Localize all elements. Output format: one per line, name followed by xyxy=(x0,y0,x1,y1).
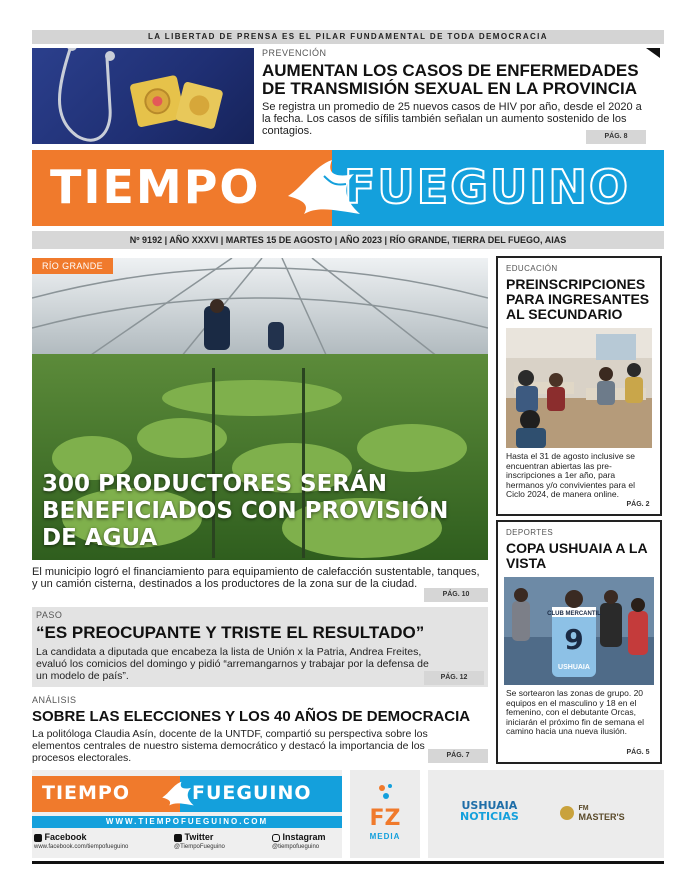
masthead xyxy=(32,150,664,226)
sports-story[interactable] xyxy=(496,520,662,764)
corner-mark xyxy=(646,48,660,58)
footer-bird-icon xyxy=(160,780,196,808)
sports-story-label: DEPORTES xyxy=(506,528,554,537)
sports-story-summary: Se sortearon las zonas de grupo. 20 equipos en el masculino y 18 en el femenino, con el debutante Orcas, iniciarán el próximo fin de semana el camino hacia una nueva ilusión. xyxy=(506,688,644,736)
sports-story-page: PÁG. 5 xyxy=(620,746,656,760)
footer-logo[interactable] xyxy=(32,776,342,812)
masthead-title-left: TIEMPO xyxy=(50,160,261,214)
footer-twitter[interactable] xyxy=(174,832,225,850)
education-story[interactable] xyxy=(496,256,662,516)
education-story-summary: Hasta el 31 de agosto inclusive se encuentran abiertas las pre-inscripciones a 1er año, para hermanos y/o convivientes para el Ciclo 2024, de manera online. xyxy=(506,451,635,499)
footer-facebook[interactable] xyxy=(34,832,128,850)
tagline-banner: LA LIBERTAD DE PRENSA ES EL PILAR FUNDAMENTAL DE TODA DEMOCRACIA xyxy=(32,30,664,44)
top-story-summary: Se registra un promedio de 25 nuevos casos de HIV por año, desde el 2020 a la fecha. Los casos de sífilis también señalan un aumento sostenido de los contagios. xyxy=(262,101,642,137)
paso-story-summary: La candidata a diputada que encabeza la lista de Unión x la Patria, Andrea Freites, evaluó los comicios del domingo y pidió “arremangarnos y trabajar por la defensa de un modelo de país”. xyxy=(36,646,429,682)
top-story[interactable] xyxy=(262,48,664,144)
instagram-handle: @tiempofueguino xyxy=(272,844,320,850)
facebook-label: Facebook xyxy=(44,832,87,842)
ushuaia-noticias-logo[interactable] xyxy=(460,800,519,822)
twitter-icon xyxy=(174,834,182,842)
analysis-story-headline[interactable]: SOBRE LAS ELECCIONES Y LOS 40 AÑOS DE DEMOCRACIA xyxy=(32,708,471,725)
top-story-page: PÁG. 8 xyxy=(586,130,646,144)
fz-media-logo[interactable] xyxy=(350,770,420,858)
fz-logo-sub: MEDIA xyxy=(369,832,401,841)
fm-masters-line2: MASTER'S xyxy=(578,812,625,822)
education-story-headline[interactable]: PREINSCRIPCIONES PARA INGRESANTES AL SECUNDARIO xyxy=(506,276,650,322)
sports-story-headline[interactable]: COPA USHUAIA A LA VISTA xyxy=(506,540,648,571)
paso-story-page: PÁG. 12 xyxy=(424,671,484,685)
footer-website-link[interactable]: WWW.TIEMPOFUEGUINO.COM xyxy=(32,816,342,828)
ushuaia-noticias-line2: NOTICIAS xyxy=(460,810,519,823)
footer-instagram[interactable] xyxy=(272,832,326,850)
analysis-story-page: PÁG. 7 xyxy=(428,749,488,763)
main-story-summary: El municipio logró el financiamiento para equipamiento de calefacción sustentable, tanques, y un camión cisterna, destinados a los productores de la zona sur de la ciudad. xyxy=(32,566,480,590)
analysis-story[interactable] xyxy=(32,695,488,765)
facebook-handle: www.facebook.com/tiempofueguino xyxy=(34,844,129,850)
fm-masters-logo[interactable] xyxy=(560,804,625,822)
paso-story[interactable] xyxy=(32,607,488,687)
analysis-story-summary: La politóloga Claudia Asín, docente de la UNTDF, compartió su perspectiva sobre los elementos centrales de nuestro sistema democrático y destacó la importancia de los procesos electorales. xyxy=(32,728,428,764)
analysis-story-label: ANÁLISIS xyxy=(32,695,77,705)
main-story-photo[interactable] xyxy=(32,258,488,560)
paso-story-headline[interactable]: “ES PREOCUPANTE Y TRISTE EL RESULTADO” xyxy=(36,623,425,642)
twitter-label: Twitter xyxy=(184,832,214,842)
twitter-handle: @TiempoFueguino xyxy=(174,844,225,850)
instagram-label: Instagram xyxy=(282,832,326,842)
stethoscope-illustration xyxy=(32,48,254,144)
footer-logo-right: FUEGUINO xyxy=(192,782,312,804)
instagram-icon xyxy=(272,834,280,842)
paso-story-label: PASO xyxy=(36,610,63,620)
main-story-tag[interactable]: RÍO GRANDE xyxy=(32,258,113,274)
main-story-page: PÁG. 10 xyxy=(424,588,488,602)
jersey-bottom-text: USHUAIA xyxy=(558,664,590,671)
education-story-label: EDUCACIÓN xyxy=(506,264,558,273)
footer-branding xyxy=(32,770,342,858)
issue-info-bar: Nº 9192 | AÑO XXXVI | MARTES 15 DE AGOSTO | AÑO 2023 | RÍO GRANDE, TIERRA DEL FUEGO, AIAS xyxy=(32,231,664,249)
top-story-label: PREVENCIÓN xyxy=(262,48,327,58)
fm-masters-icon xyxy=(560,806,574,820)
classroom-photo xyxy=(506,328,652,448)
education-story-page: PÁG. 2 xyxy=(620,498,656,512)
futsal-photo xyxy=(504,577,654,685)
footer-logo-left: TIEMPO xyxy=(42,782,130,804)
main-story-headline[interactable]: 300 PRODUCTORES SERÁN BENEFICIADOS CON PROVISIÓN DE AGUA xyxy=(42,471,449,551)
fz-logo-text: FZ xyxy=(369,806,401,831)
masthead-title-right: FUEGUINO xyxy=(344,160,631,214)
bottom-divider xyxy=(32,861,664,864)
ushuaia-noticias-line1: USHUAIA xyxy=(461,799,518,812)
jersey-club-text: CLUB MERCANTIL xyxy=(547,611,601,617)
fm-masters-line1: FM xyxy=(578,805,589,812)
top-story-photo xyxy=(32,48,254,144)
jersey-number-text: 9 xyxy=(564,623,584,656)
top-story-headline[interactable]: AUMENTAN LOS CASOS DE ENFERMEDADES DE TRANSMISIÓN SEXUAL EN LA PROVINCIA xyxy=(262,61,639,98)
facebook-icon xyxy=(34,834,42,842)
fz-dots-icon xyxy=(376,782,396,802)
partner-logos xyxy=(428,770,664,858)
